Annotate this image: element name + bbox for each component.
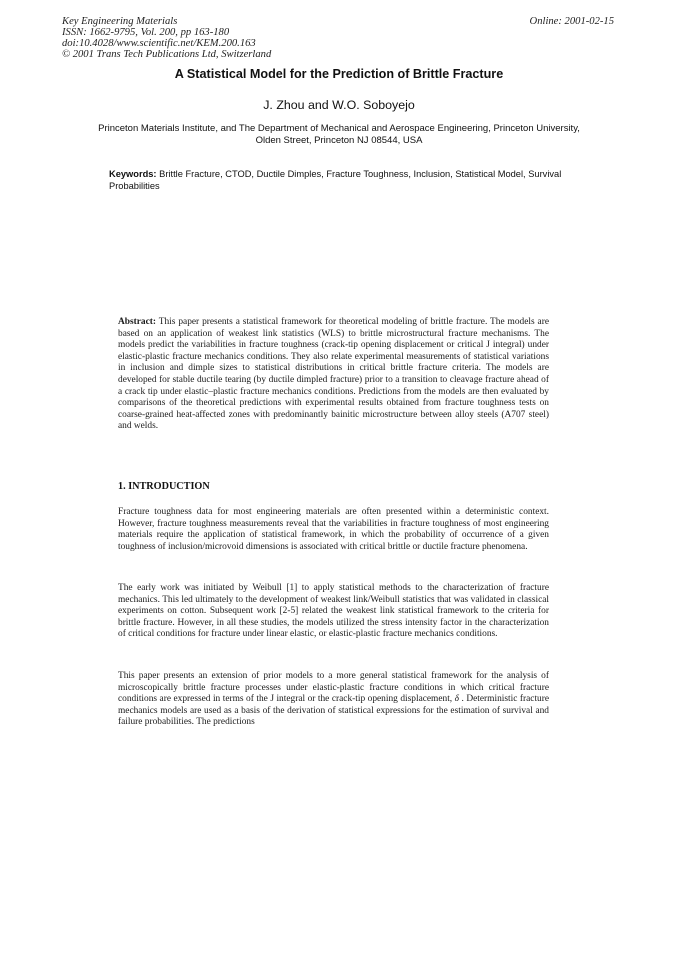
paper-authors: J. Zhou and W.O. Soboyejo: [263, 98, 415, 112]
issn-line: ISSN: 1662-9795, Vol. 200, pp 163-180: [62, 27, 230, 38]
journal-metadata: [62, 16, 271, 60]
doi-line: doi:10.4028/www.scientific.net/KEM.200.163: [62, 38, 256, 49]
abstract-text: This paper presents a statistical framework for theoretical modeling of brittle fracture. The models are based on an application of weakest link statistics (WLS) to brittle microstructural fracture mechanisms. The models predict the variabilities in fracture toughness (crack-tip opening displacement or critical J integral) under elastic-plastic fracture mechanics conditions. They also relate experimental measurements of statistical variations in inclusion and dimple sizes to statistical distributions in critical brittle fracture criteria. The models are developed for stable ductile tearing (by ductile dimpled fracture) prior to a transition to cleavage fracture ahead of a crack tip under elastic–plastic fracture mechanics conditions. Predictions from the models are then evaluated by comparisons of the theoretical predictions with experimental results obtained from fracture toughness tests on coarse-grained heat-affected zones with predominantly bainitic microstructure between alloy steels (A707 steel) and welds.: [118, 317, 549, 432]
abstract-block: [118, 317, 549, 433]
intro-paragraph-1: Fracture toughness data for most engineering materials are often presented within a deterministic context. However, fracture toughness measurements reveal that the variabilities in fracture toughness of most engineering materials require the application of statistical framework, in which the probability of occurrence of a given toughness of inclusion/microvoid dimensions is associated with critical brittle or ductile fracture phenomena.: [118, 507, 549, 552]
author-affiliation: Princeton Materials Institute, and The Department of Mechanical and Aerospace Engineering, Princeton University, Olden Street, Princeton NJ 08544, USA: [98, 123, 580, 146]
abstract-label: Abstract:: [118, 317, 157, 327]
keywords-label: Keywords:: [109, 169, 157, 179]
online-date: Online: 2001-02-15: [529, 16, 614, 27]
keywords-block: [109, 168, 569, 192]
section-heading-introduction: 1. INTRODUCTION: [118, 481, 210, 492]
delta-symbol: δ: [454, 694, 460, 705]
intro-paragraph-3: [118, 671, 549, 729]
intro-paragraph-3-end: . Deterministic fracture mechanics models are used as a basis of the derivation of statistical expressions for the estimation of survival and failure probabilities. The predictions: [118, 694, 550, 728]
intro-paragraph-3-start: This paper presents an extension of prior models to a more general statistical framework for the analysis of microscopically brittle fracture processes under elastic-plastic fracture conditions in which critical fracture conditions are expressed in terms of the J integral or the crack-tip opening displacement,: [118, 671, 549, 705]
keywords-list: Brittle Fracture, CTOD, Ductile Dimples, Fracture Toughness, Inclusion, Statistical Model, Survival Probabilities: [109, 169, 562, 191]
paper-title: A Statistical Model for the Prediction of Brittle Fracture: [174, 67, 504, 81]
copyright-line: © 2001 Trans Tech Publications Ltd, Switzerland: [62, 49, 272, 60]
intro-paragraph-2: The early work was initiated by Weibull [1] to apply statistical methods to the characterization of fracture mechanics. This led ultimately to the development of weakest link/Weibull statistics that was validated in classical experiments on cotton. Subsequent work [2-5] related the weakest link statistical framework to the criteria for brittle fracture. However, in all these studies, the models utilized the stress intensity factor in the characterization of critical conditions for fracture under linear elastic, or elastic-plastic fracture mechanics conditions.: [118, 583, 549, 640]
journal-name: Key Engineering Materials: [62, 16, 178, 27]
